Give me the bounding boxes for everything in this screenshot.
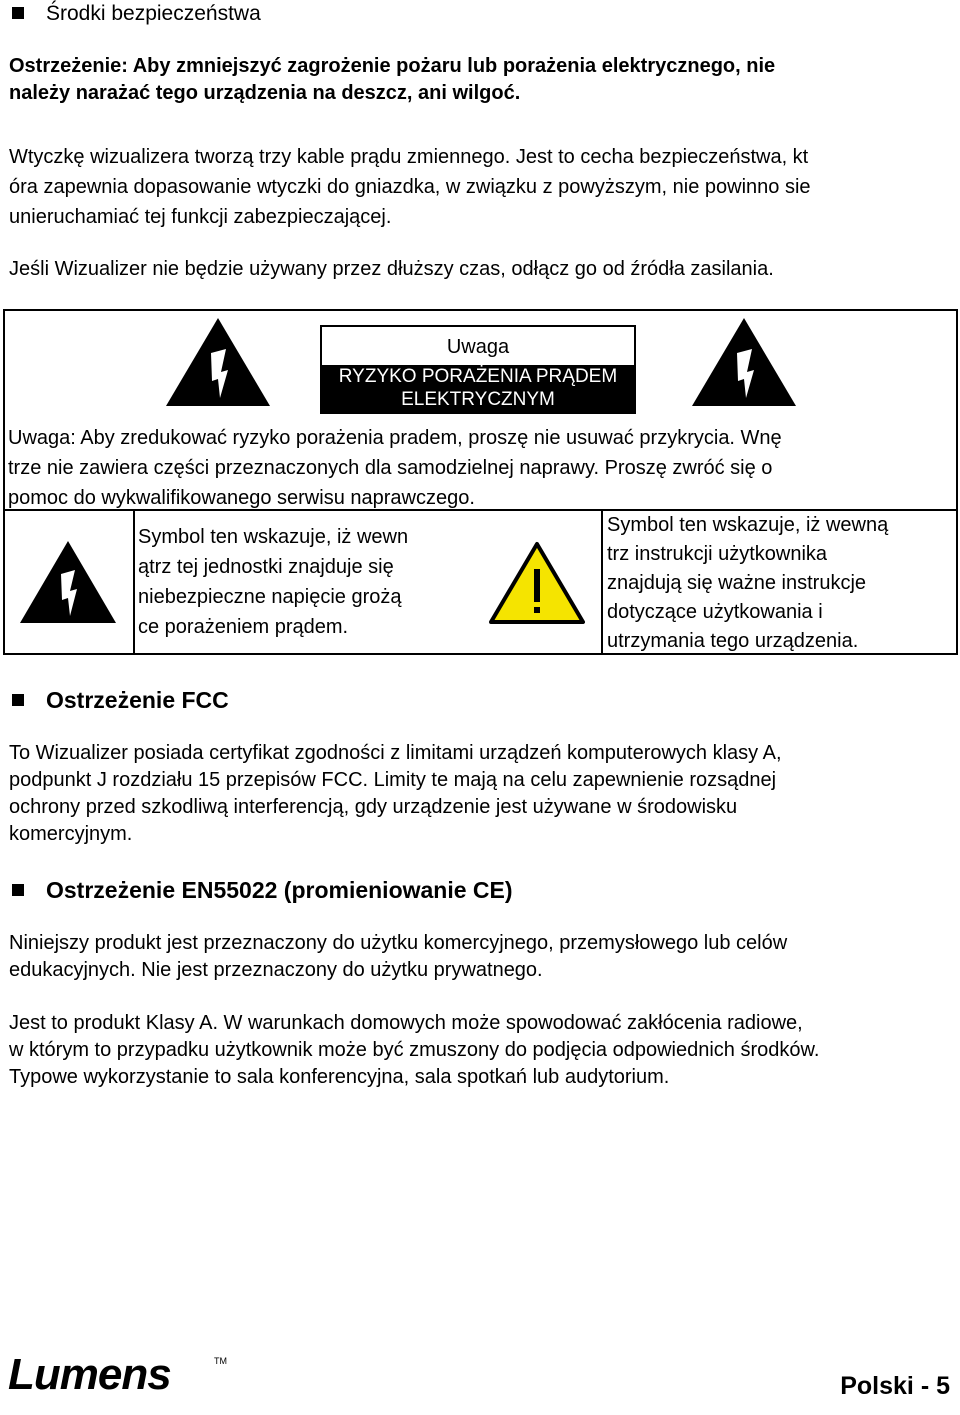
warning-paragraph: Ostrzeżenie: Aby zmniejszyć zagrożenie pożaru lub porażenia elektrycznego, nie należy narażać tego urządzenia na deszcz, ani wilgoć. — [9, 55, 776, 104]
unplug-paragraph: Jeśli Wizualizer nie będzie używany przez dłuższy czas, odłącz go od źródła zasilania. — [9, 258, 774, 280]
bullet-square-icon — [12, 7, 24, 19]
heading-fcc: Ostrzeżenie FCC — [46, 687, 229, 713]
plug-paragraph: Wtyczkę wizualizera tworzą trzy kable prądu zmiennego. Jest to cecha bezpieczeństwa, kt óra zapewnia dopasowanie wtyczki do gniazdka, w związku z powyższym, nie powinno sie unieruchamiać tej funkcji zabezpieczającej. — [9, 146, 811, 228]
caution-title: Uwaga — [446, 336, 510, 358]
trademark-mark: TM — [214, 1356, 227, 1366]
lightning-warning-icon — [166, 318, 270, 408]
lumens-logo: Lumens — [8, 1350, 171, 1399]
bullet-square-icon — [12, 694, 24, 706]
lightning-warning-icon — [692, 318, 796, 408]
caution-label — [320, 325, 636, 414]
bullet-square-icon — [12, 884, 24, 896]
caution-note: Uwaga: Aby zredukować ryzyko porażenia pradem, proszę nie usuwać przykrycia. Wnę trze nie zawiera części przeznaczonych dla samodzielnej naprawy. Proszę zwróć się o pomoc do wykwalifikowanego serwisu naprawczego. — [8, 427, 782, 509]
en55022-paragraph-2: Jest to produkt Klasy A. W warunkach domowych może spowodować zakłócenia radiowe, w którym to przypadku użytkownik może być zmuszony do podjęcia odpowiednich środków. Typowe wykorzystanie to sala konferencyjna, sala spotkań lub audytorium. — [9, 1012, 820, 1088]
en55022-paragraph-1: Niniejszy produkt jest przeznaczony do użytku komercyjnego, przemysłowego lub celów edukacyjnych. Nie jest przeznaczony do użytku prywatnego. — [9, 932, 788, 981]
lightning-warning-icon — [20, 541, 116, 625]
page-label: Polski - 5 — [840, 1372, 950, 1400]
caution-banner: RYZYKO PORAŻENIA PRĄDEM ELEKTRYCZNYM — [322, 365, 634, 412]
divider — [133, 509, 135, 655]
divider — [601, 509, 603, 655]
heading-en55022: Ostrzeżenie EN55022 (promieniowanie CE) — [46, 877, 513, 903]
exclamation-symbol-description: Symbol ten wskazuje, iż wewną trz instrukcji użytkownika znajdują się ważne instrukcje dotyczące użytkowania i utrzymania tego urządzenia. — [607, 514, 889, 652]
lightning-symbol-description: Symbol ten wskazuje, iż wewn ątrz tej jednostki znajduje się niebezpieczne napięcie grożą ce porażeniem prądem. — [138, 526, 409, 638]
exclamation-warning-icon — [489, 541, 585, 625]
fcc-paragraph: To Wizualizer posiada certyfikat zgodności z limitami urządzeń komputerowych klasy A, podpunkt J rozdziału 15 przepisów FCC. Limity te mają na celu zapewnienie rozsądnej ochrony przed szkodliwą interferencją, gdy urządzenie jest używane w środowisku komercyjnym. — [9, 742, 782, 845]
heading-safety: Środki bezpieczeństwa — [46, 2, 261, 25]
